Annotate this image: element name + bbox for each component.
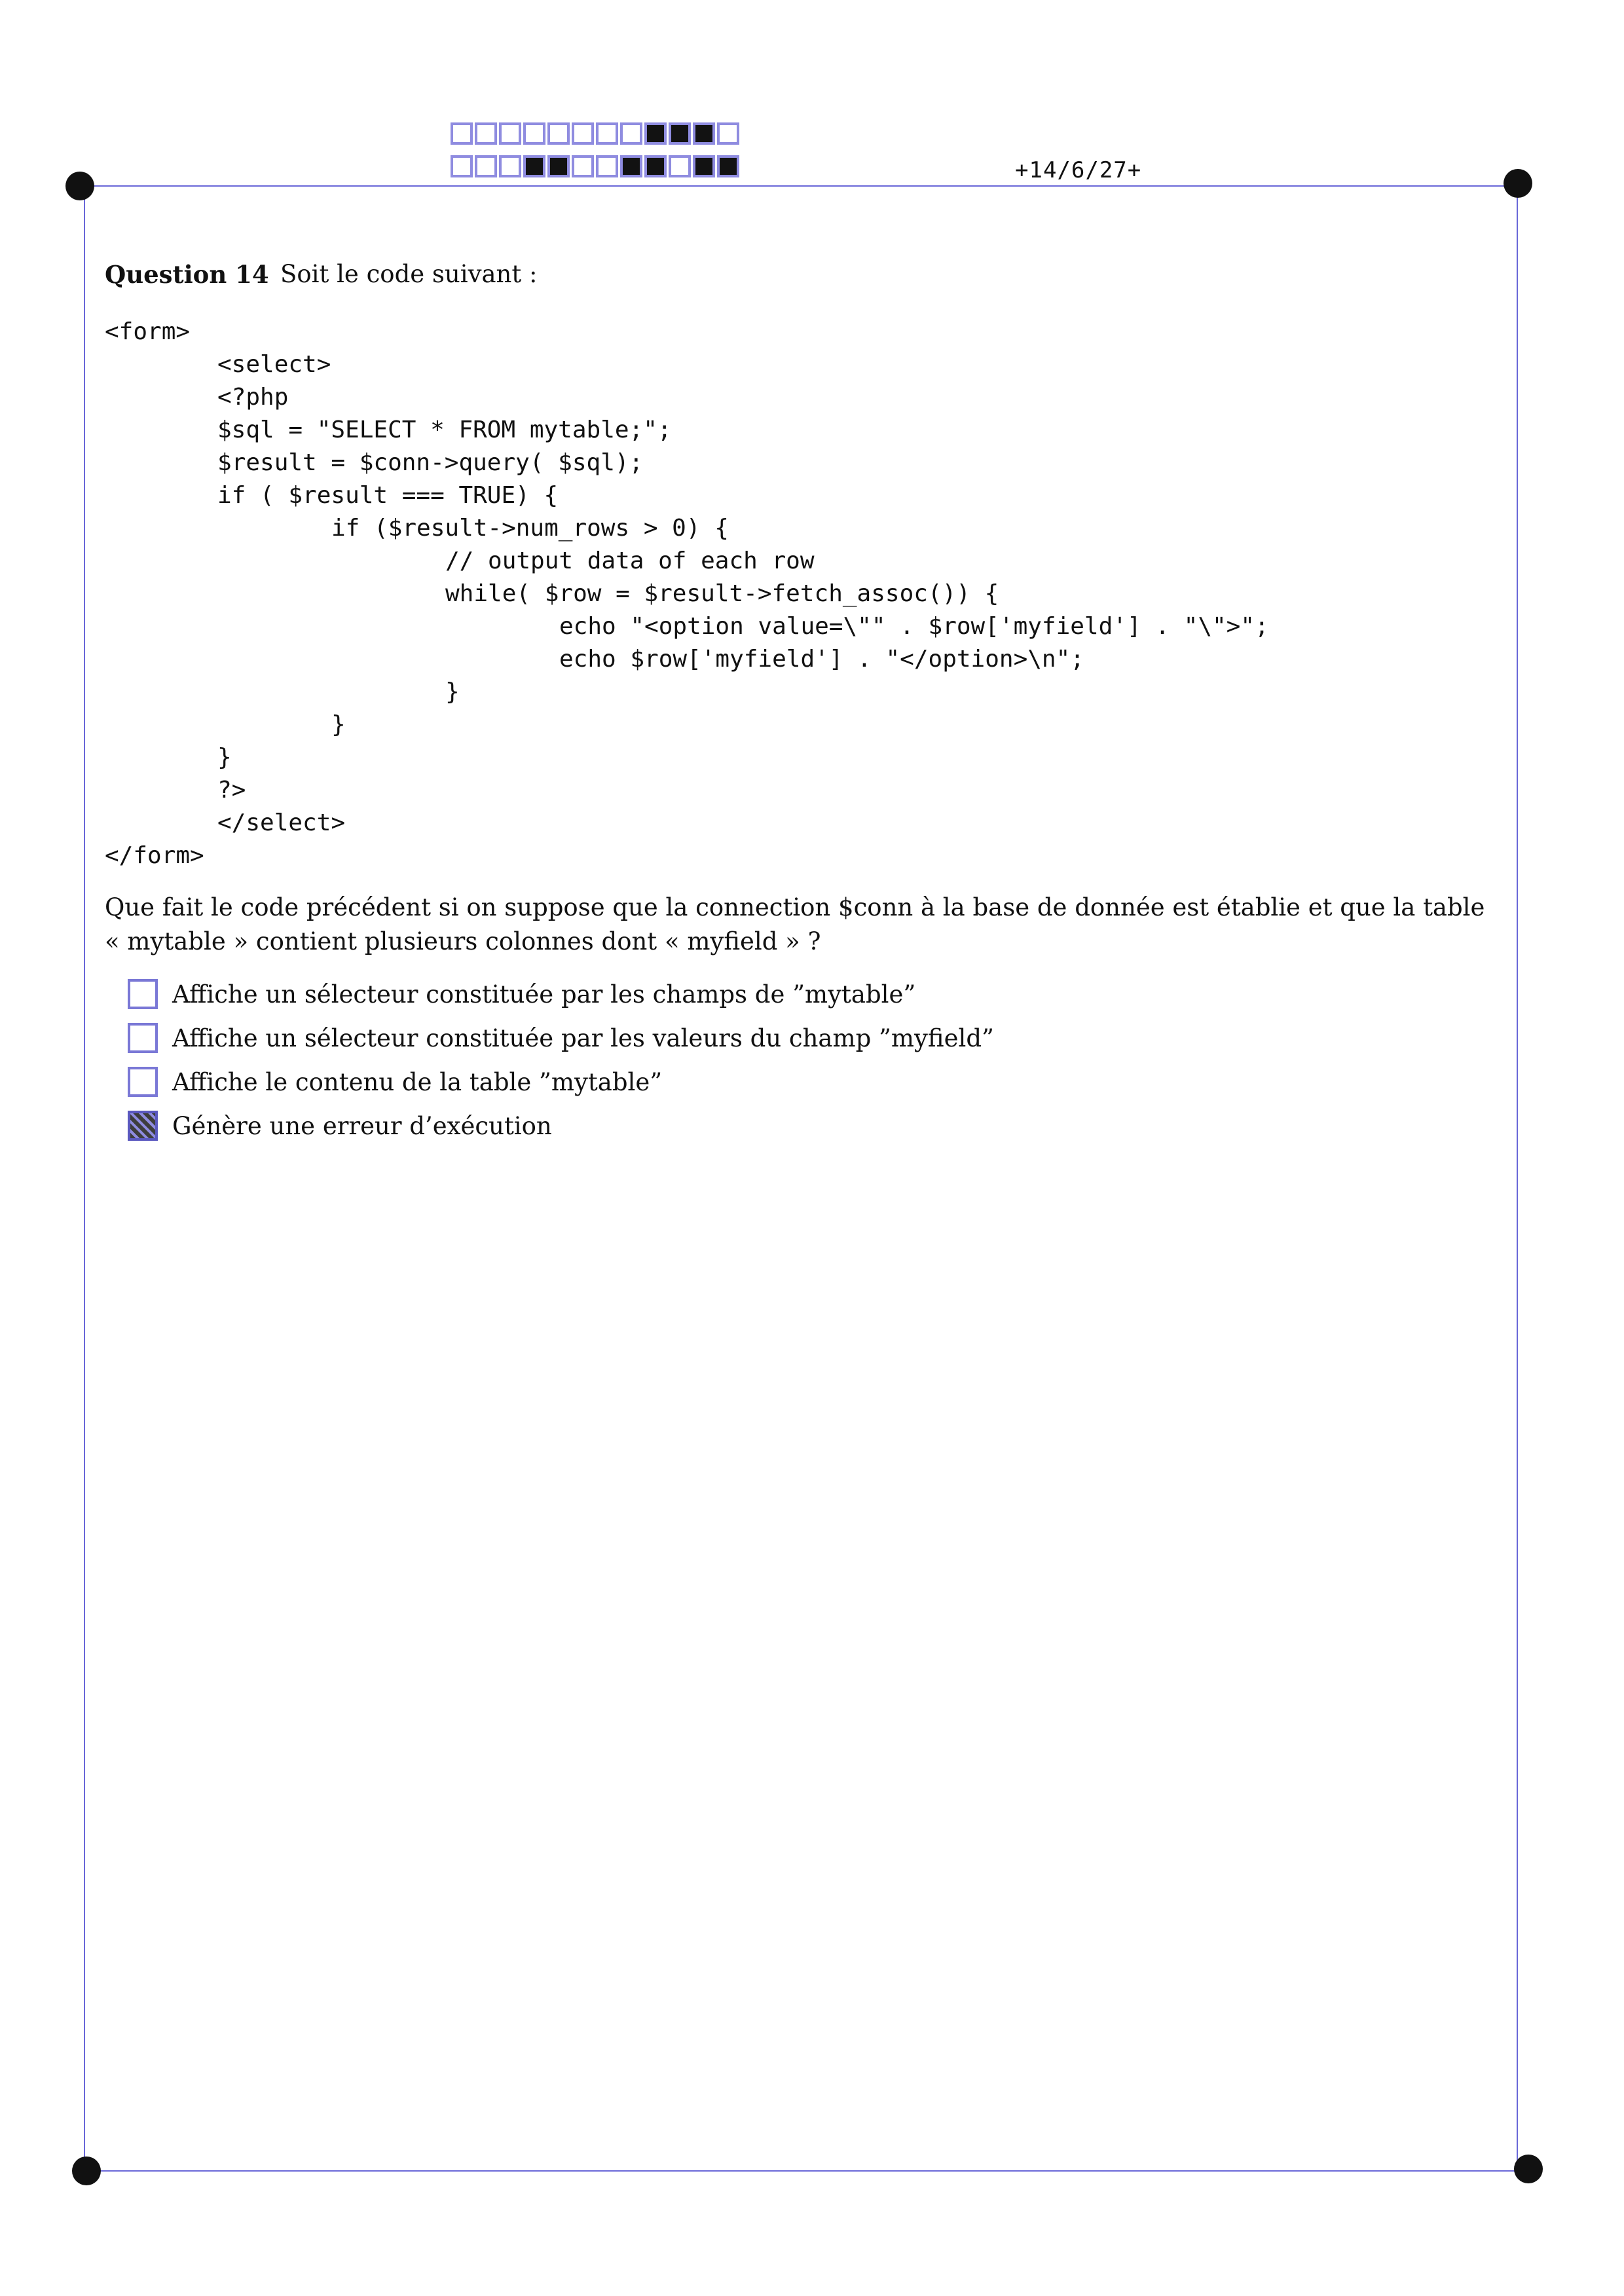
- barcode-cell: [644, 122, 667, 145]
- code-line: }: [217, 744, 232, 771]
- barcode-cell: [596, 122, 618, 145]
- barcode-cell: [547, 155, 570, 177]
- code-line: <form>: [105, 318, 191, 345]
- code-line: // output data of each row: [445, 547, 815, 574]
- question-intro: Soit le code suivant :: [280, 260, 538, 288]
- barcode-row-1: [451, 122, 739, 145]
- barcode-cell: [669, 155, 691, 177]
- code-line: <?php: [217, 384, 289, 411]
- barcode-cell: [475, 122, 497, 145]
- barcode-cell: [620, 122, 642, 145]
- answer-label: Génère une erreur d’exécution: [172, 1111, 552, 1140]
- code-line: while( $row = $result->fetch_assoc()) {: [445, 580, 999, 607]
- answer-option[interactable]: [128, 1111, 552, 1141]
- barcode-cell: [451, 155, 473, 177]
- barcode-cell: [451, 122, 473, 145]
- corner-marker-top-right: [1504, 169, 1532, 198]
- code-line: $sql = "SELECT * FROM mytable;";: [217, 417, 672, 443]
- barcode-cell: [523, 122, 545, 145]
- answer-option[interactable]: [128, 979, 915, 1009]
- answer-option[interactable]: [128, 1023, 994, 1053]
- frame-right-line: [1517, 187, 1518, 2172]
- barcode-cell: [523, 155, 545, 177]
- answer-checkbox[interactable]: [128, 1111, 158, 1141]
- corner-marker-bottom-left: [72, 2157, 101, 2185]
- code-line: $result = $conn->query( $sql);: [217, 449, 644, 476]
- frame-top-line: [80, 185, 1518, 187]
- answer-option[interactable]: [128, 1067, 662, 1097]
- answer-label: Affiche le contenu de la table ”mytable”: [172, 1067, 663, 1096]
- answer-checkbox[interactable]: [128, 1023, 158, 1053]
- frame-left-line: [84, 187, 85, 2172]
- barcode-cell: [717, 155, 739, 177]
- code-line: if ($result->num_rows > 0) {: [331, 515, 729, 542]
- barcode-cell: [693, 155, 715, 177]
- code-line: ?>: [217, 777, 246, 804]
- corner-marker-bottom-right: [1514, 2155, 1543, 2183]
- barcode-cell: [596, 155, 618, 177]
- code-block: [105, 316, 1269, 872]
- question-text: Que fait le code précédent si on suppose que la connection $conn à la base de donnée est établie et que la table « mytable » contient plusieurs colonnes dont « myfield » ?: [105, 893, 1485, 955]
- barcode-cell: [499, 155, 521, 177]
- code-line: <select>: [217, 351, 331, 378]
- answer-checkbox[interactable]: [128, 979, 158, 1009]
- barcode-cell: [572, 155, 594, 177]
- barcode-row-2: [451, 155, 739, 177]
- question-label: Question 14: [105, 260, 269, 289]
- frame-bottom-line: [86, 2170, 1530, 2172]
- page-id: +14/6/27+: [1015, 157, 1142, 183]
- answer-checkbox[interactable]: [128, 1067, 158, 1097]
- barcode-cell: [620, 155, 642, 177]
- barcode-cell: [547, 122, 570, 145]
- code-line: }: [331, 711, 346, 738]
- barcode-cell: [499, 122, 521, 145]
- code-line: echo $row['myfield'] . "</option>\n";: [559, 646, 1084, 673]
- code-line: </form>: [105, 842, 204, 869]
- barcode-cell: [693, 122, 715, 145]
- corner-marker-top-left: [65, 172, 94, 200]
- answer-label: Affiche un sélecteur constituée par les valeurs du champ ”myfield”: [172, 1024, 994, 1052]
- answer-label: Affiche un sélecteur constituée par les champs de ”mytable”: [172, 980, 916, 1009]
- barcode-cell: [475, 155, 497, 177]
- code-line: </select>: [217, 809, 346, 836]
- barcode-cell: [644, 155, 667, 177]
- code-line: echo "<option value=\"" . $row['myfield'] . "\">";: [559, 613, 1269, 640]
- barcode-cell: [572, 122, 594, 145]
- barcode-cell: [669, 122, 691, 145]
- code-line: }: [445, 678, 460, 705]
- code-line: if ( $result === TRUE) {: [217, 482, 559, 509]
- barcode-cell: [717, 122, 739, 145]
